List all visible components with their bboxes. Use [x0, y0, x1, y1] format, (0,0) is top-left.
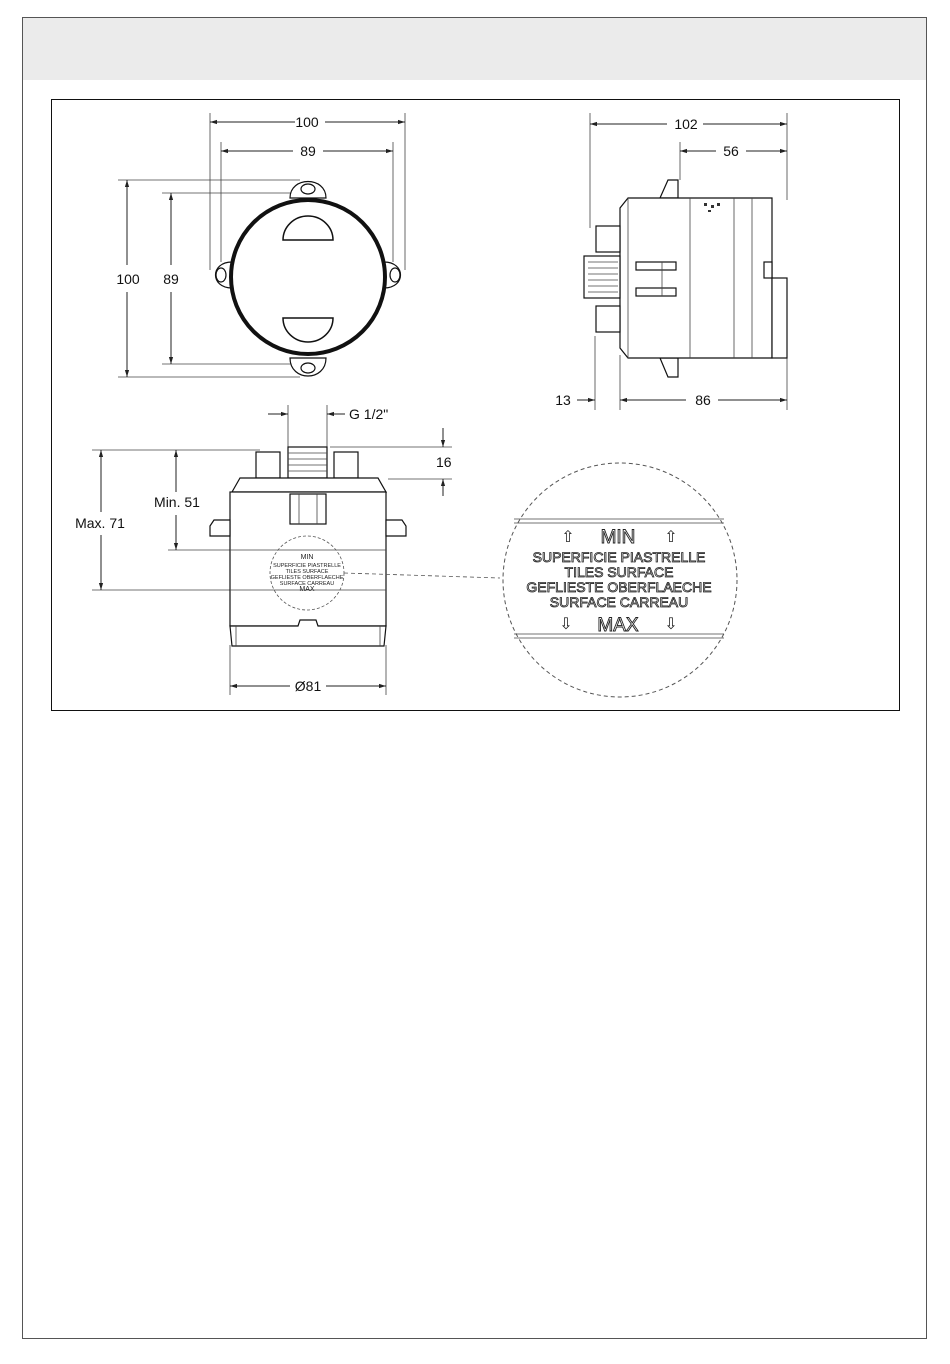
dim-depth-body: 86 [695, 392, 711, 408]
elevation-view [75, 405, 500, 695]
detail-label-line3: GEFLIESTE OBERFLAECHE [526, 579, 712, 595]
detail-label-min: MIN [600, 527, 636, 548]
small-label-line4: SURFACE CARREAU [279, 581, 335, 587]
side-view [555, 113, 787, 410]
down-arrow-icon-left: ⇩ [559, 616, 573, 633]
small-label-max: MAX [299, 586, 315, 593]
dim-depth-total: 102 [674, 116, 698, 132]
dim-depth-rear: 56 [723, 143, 739, 159]
detail-label-max: MAX [597, 615, 639, 636]
up-arrow-icon-right: ⇧ [664, 529, 678, 546]
dim-width-outer: 100 [295, 114, 319, 130]
front-view [116, 113, 405, 377]
dim-thread-height: 16 [436, 454, 452, 470]
down-arrow-icon-right: ⇩ [664, 616, 678, 633]
dim-min-depth: Min. 51 [154, 494, 200, 510]
detail-label-line4: SURFACE CARREAU [549, 594, 689, 610]
up-arrow-icon-left: ⇧ [561, 529, 575, 546]
dim-height-inner: 89 [163, 271, 179, 287]
detail-label-line2: TILES SURFACE [564, 564, 674, 580]
label-detail [503, 463, 737, 697]
dim-width-inner: 89 [300, 143, 316, 159]
dim-max-depth: Max. 71 [75, 515, 125, 531]
small-label-line1: SUPERFICIE PIASTRELLE [273, 563, 341, 569]
small-label-line3: GEFLIESTE OBERFLAECHE [270, 575, 344, 581]
dim-height-outer: 100 [116, 271, 140, 287]
dim-offset-front: 13 [555, 392, 571, 408]
small-label-line2: TILES SURFACE [285, 569, 329, 575]
small-label-min: MIN [300, 554, 314, 561]
detail-label-line1: SUPERFICIE PIASTRELLE [532, 549, 706, 565]
dim-diameter: Ø81 [294, 678, 322, 694]
dim-thread: G 1/2" [349, 406, 389, 422]
